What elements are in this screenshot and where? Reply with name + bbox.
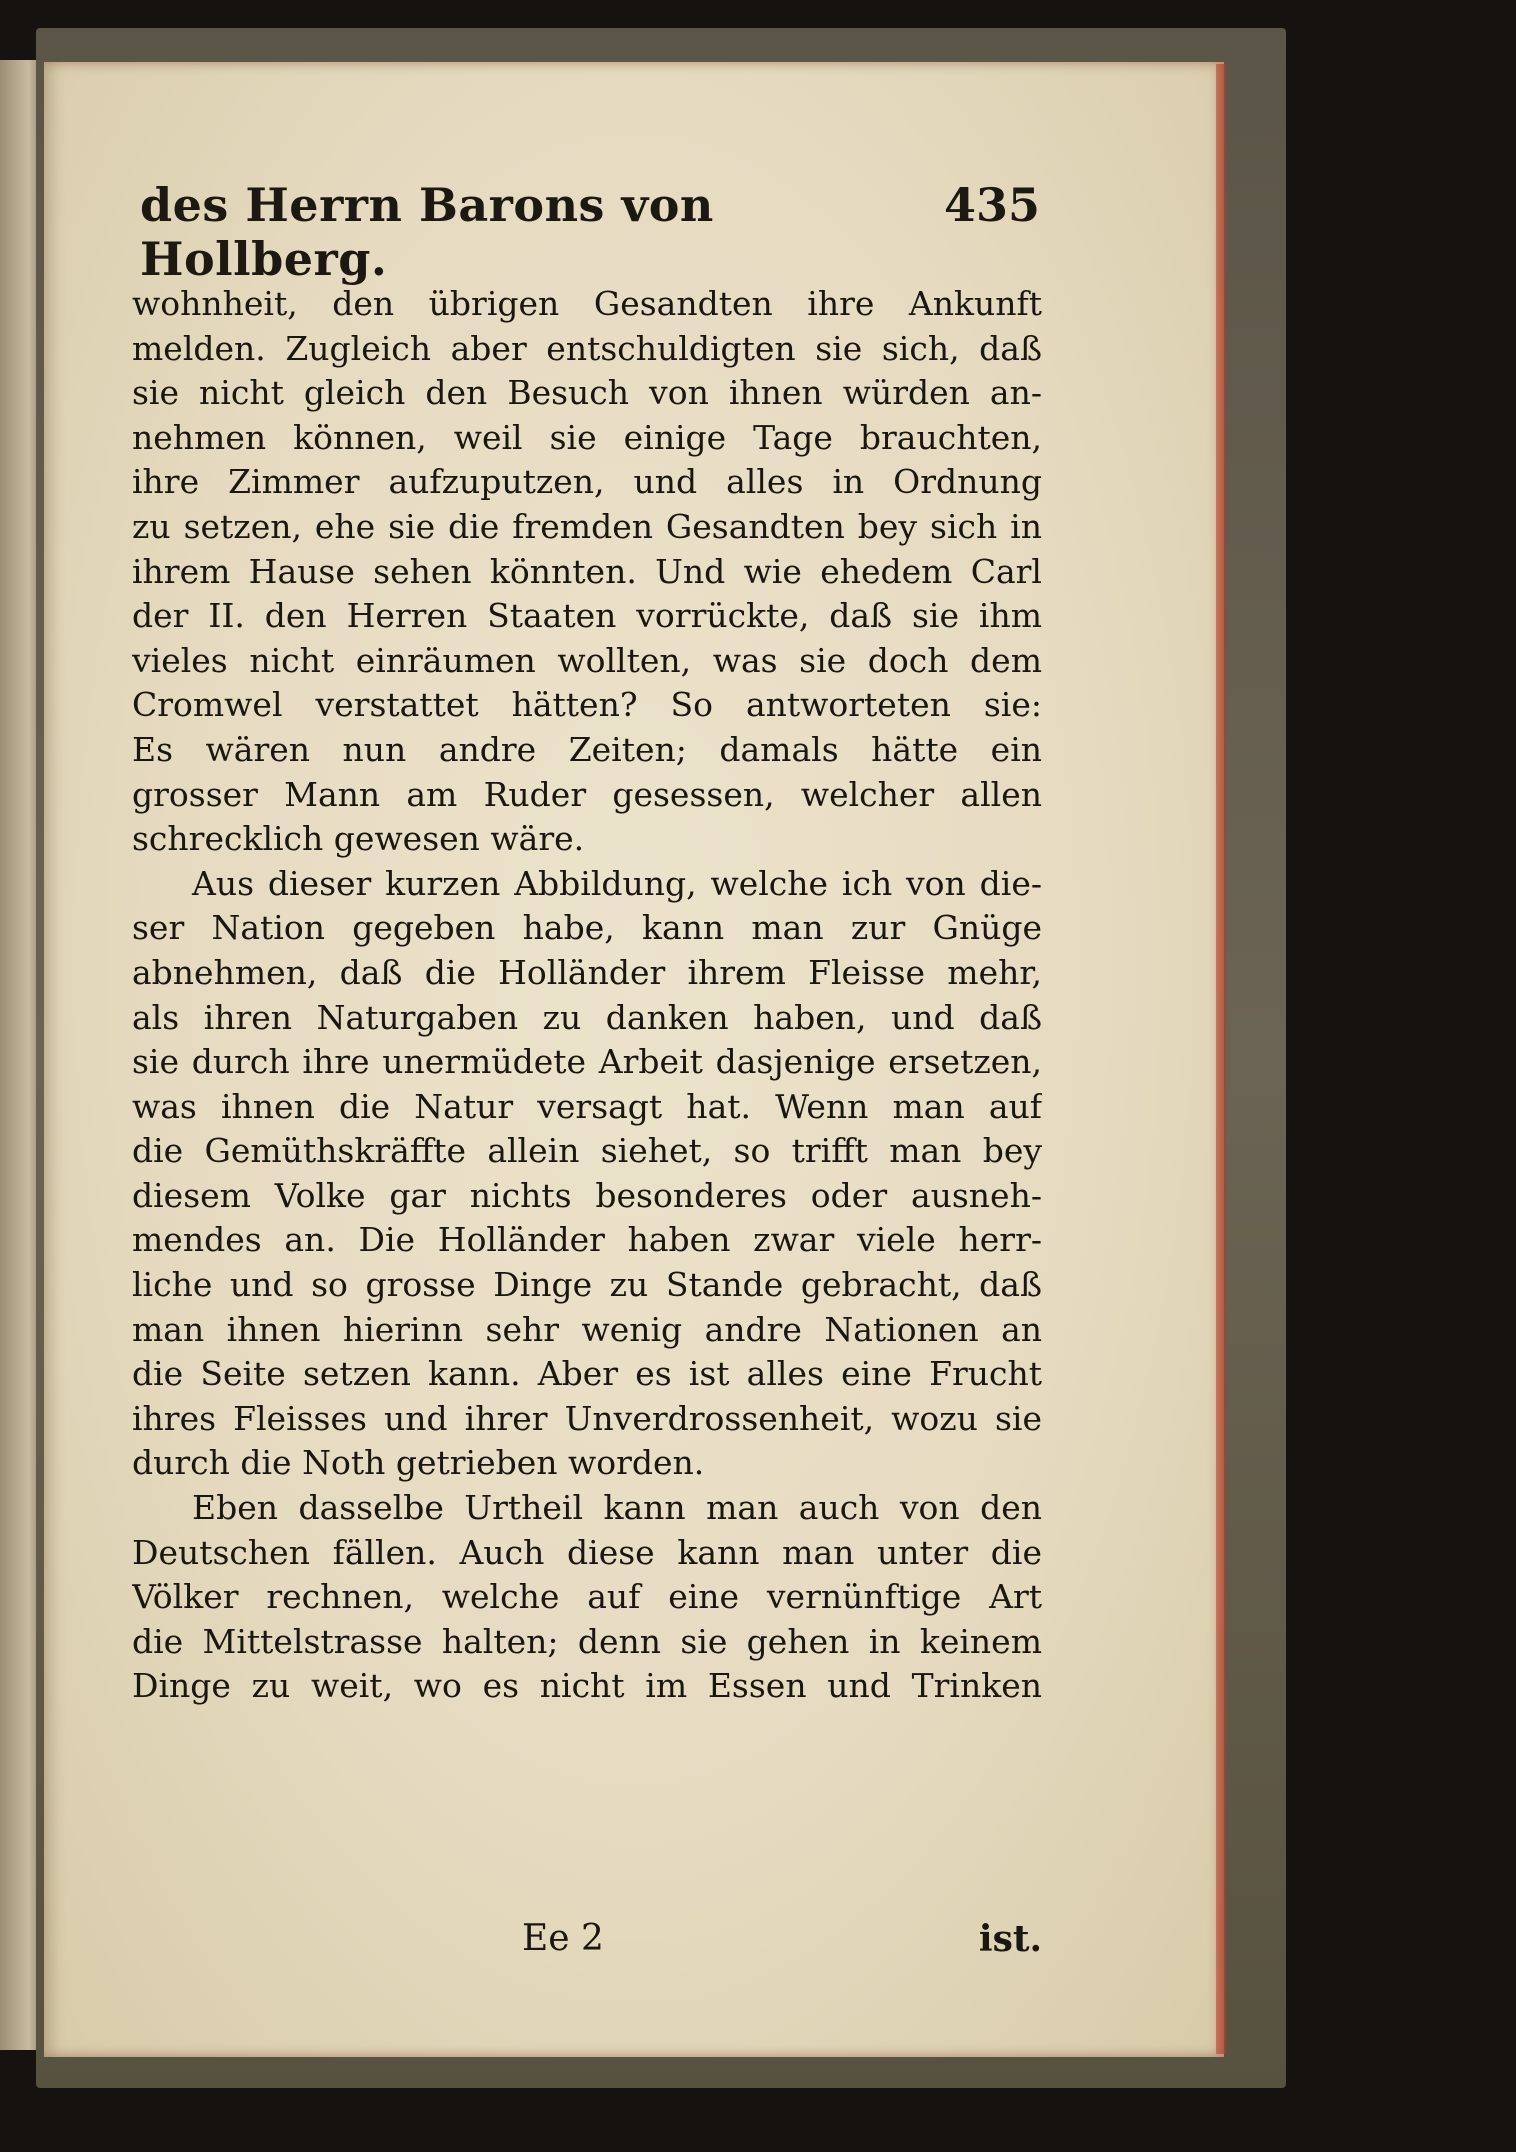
text-line: die Seite setzen kann. Aber es ist alles eine Frucht [132,1354,1042,1394]
signature-mark: Ee 2 [522,1918,604,1959]
catchword: ist. [978,1918,1042,1960]
text-line: nehmen können, weil sie einige Tage brauchten, [132,417,1042,457]
text-line: Dinge zu weit, wo es nicht im Essen und Trinken [132,1666,1042,1706]
text-line: Cromwel verstattet hätten? So antworteten sie: [132,685,1042,725]
text-line: mendes an. Die Holländer haben zwar viele herr- [132,1220,1042,1260]
text-line: abnehmen, daß die Holländer ihrem Fleisse mehr, [132,952,1042,992]
paragraph-first-line: Aus dieser kurzen Abbildung, welche ich von die- [192,863,1042,903]
text-line: als ihren Naturgaben zu danken haben, und daß [132,997,1042,1037]
text-line: Es wären nun andre Zeiten; damals hätte ein [132,729,1042,769]
text-line: melden. Zugleich aber entschuldigten sie sich, daß [132,328,1042,368]
text-line: was ihnen die Natur versagt hat. Wenn man auf [132,1086,1042,1126]
body-text [132,282,1042,1709]
text-line: man ihnen hierinn sehr wenig andre Nationen an [132,1309,1042,1349]
page-number: 435 [943,178,1040,232]
text-line: diesem Volke gar nichts besonderes oder ausneh- [132,1175,1042,1215]
text-line: ihre Zimmer aufzuputzen, und alles in Ordnung [132,462,1042,502]
page-red-edge [1216,64,1226,2054]
text-line: ser Nation gegeben habe, kann man zur Gnüge [132,908,1042,948]
text-line: die Mittelstrasse halten; denn sie gehen in keinem [132,1621,1042,1661]
text-line: der II. den Herren Staaten vorrückte, daß sie ihm [132,596,1042,636]
page-header [140,178,1040,286]
text-line: sie nicht gleich den Besuch von ihnen würden an- [132,373,1042,413]
paragraph-first-line: Eben dasselbe Urtheil kann man auch von den [192,1488,1042,1528]
page-footer [132,1918,1042,1974]
text-line: zu setzen, ehe sie die fremden Gesandten bey sich in [132,506,1042,546]
text-line: liche und so grosse Dinge zu Stande gebracht, daß [132,1265,1042,1305]
text-line: wohnheit, den übrigen Gesandten ihre Ankunft [132,284,1042,323]
text-line: vieles nicht einräumen wollten, was sie doch dem [132,640,1042,680]
text-line: ihrem Hause sehen könnten. Und wie ehedem Carl [132,551,1042,591]
text-line: ihres Fleisses und ihrer Unverdrossenheit, wozu sie [132,1398,1042,1438]
running-title: des Herrn Barons von Hollberg. [140,178,714,286]
text-line: Völker rechnen, welche auf eine vernünftige Art [132,1577,1042,1617]
text-line: die Gemüthskräffte allein siehet, so trifft man bey [132,1131,1042,1171]
text-line: Deutschen fällen. Auch diese kann man unter die [132,1532,1042,1572]
text-line: sie durch ihre unermüdete Arbeit dasjenige ersetzen, [132,1042,1042,1082]
text-line: schrecklich gewesen wäre. [132,819,585,859]
text-line: grosser Mann am Ruder gesessen, welcher allen [132,774,1042,814]
text-line: durch die Noth getrieben worden. [132,1443,705,1483]
